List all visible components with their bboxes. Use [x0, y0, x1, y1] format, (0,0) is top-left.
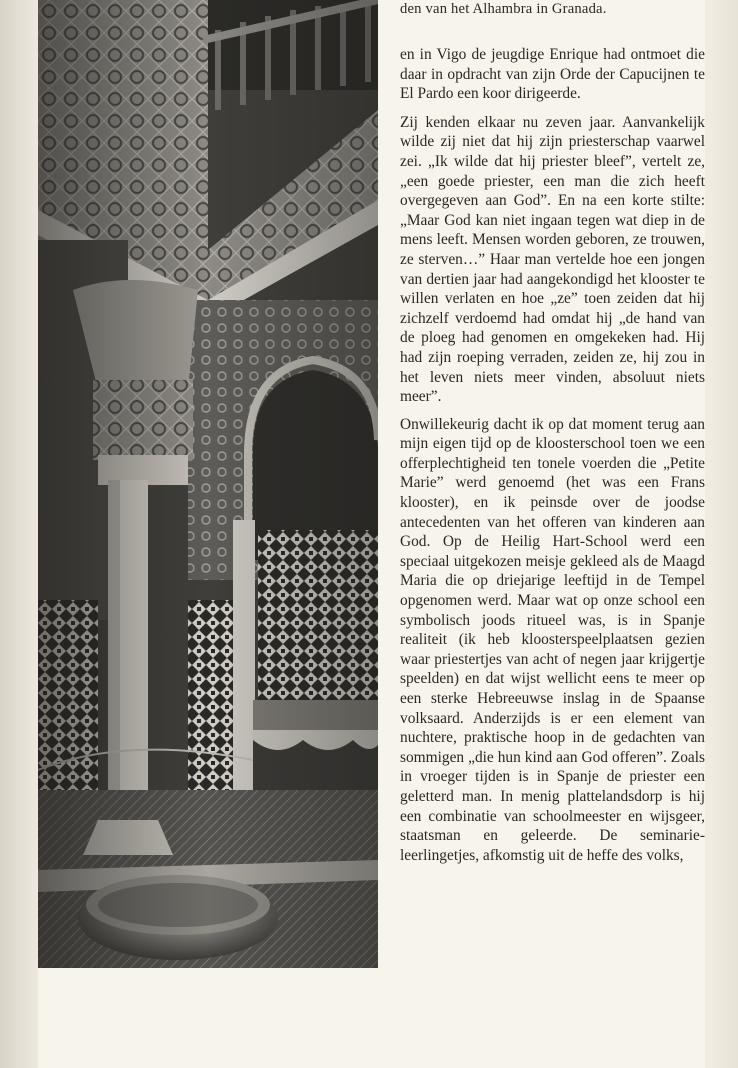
page-gutter: [0, 0, 38, 1068]
alhambra-photograph: [38, 0, 378, 968]
paragraph-2: Zij kenden elkaar nu zeven jaar. Aanvankelijk wilde zij niet dat hij zijn priesterschap vaarwel zei. „Ik wilde dat hij priester bleef”, vertelt ze, „een goede priester, een man die zich heeft overgegeven aan God”. En na een korte stilte: „Maar God kan niet ingaan tegen wat diep in de mens leeft. Mensen worden geboren, ze trouwen, ze sterven…” Haar man vertelde hoe een jongen van dertien jaar had aangekondigd het klooster te willen verlaten en hoe „ze” toen zeiden dat hij zichzelf verdoemd had omdat hij „de hand van de ploeg had genomen en omgekeken had. Hij had zijn roeping verraden, zeiden ze, hij zou in het leven niets meer vinden, absoluut niets meer”.: [400, 113, 705, 406]
alhambra-courtyard-image: [38, 0, 378, 968]
article-body: [400, 45, 705, 873]
paragraph-1: en in Vigo de jeugdige Enrique had ontmoet die daar in opdracht van zijn Orde der Capucijnen te El Pardo een koor dirigeerde.: [400, 46, 705, 103]
paragraph-3: Onwillekeurig dacht ik op dat moment terug aan mijn eigen tijd op de kloosterschool toen we een offerplechtigheid ten tonele voerden die „Petite Marie” werd genoemd (het was een Frans klooster), en ik peinsde over de joodse antecedenten van het offeren van kinderen aan God. Op de Heilig Hart-School werd een speciaal uitgekozen meisje gekleed als de Maagd Maria die op driejarige leeftijd in de Tempel opgenomen werd. Maar wat op onze school een symbolisch joods ritueel was, is in Spanje realiteit (ik heb kloosterspeelplaatsen gezien waar priestertjes van acht of negen jaar krijgertje speelden) en dat wijst wellicht eens te meer op een sterke Hebreeuwse inslag in de Spaanse volksaard. Anderzijds is er een element van nuchtere, praktische hoop in de gedachten van sommigen „die hun kind aan God offeren”. Zoals in vroeger tijden is in Spanje de priester een geletterd man. In menig plattelandsdorp is hij een combinatie van schoolmeester en wijsgeer, staatsman en geleerde. De seminarie-leerlingetjes, afkomstig uit de heffe des volks,: [400, 415, 705, 864]
page-edge: [705, 0, 738, 1068]
photo-caption: den van het Alhambra in Granada.: [400, 1, 607, 17]
